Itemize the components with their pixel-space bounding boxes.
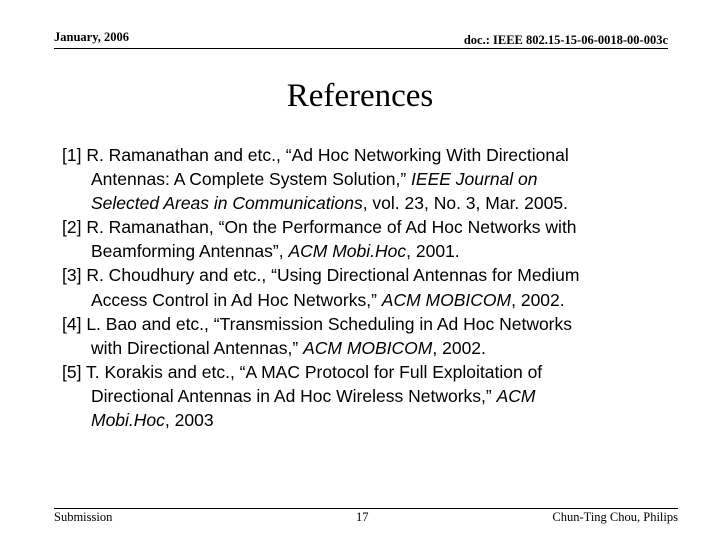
reference-4 (62, 312, 682, 360)
reference-text: Access Control in Ad Hoc Networks,” (91, 289, 382, 310)
reference-text: Beamforming Antennas”, (91, 241, 289, 262)
reference-2 (62, 215, 682, 263)
reference-text: [1] R. Ramanathan and etc., “Ad Hoc Networking With Directional (62, 145, 569, 165)
reference-text: [3] R. Choudhury and etc., “Using Directional Antennas for Medium (62, 265, 580, 286)
reference-italic-text: Selected Areas in Communications (91, 193, 363, 214)
reference-text: with Directional Antennas,” (91, 337, 304, 358)
reference-5 (62, 360, 682, 432)
reference-italic-text: ACM (496, 385, 536, 406)
reference-italic-text: IEEE Journal on (411, 169, 538, 190)
reference-italic-text: Mobi.Hoc (91, 410, 165, 431)
footer-rule (54, 508, 678, 509)
reference-list (62, 143, 682, 432)
reference-italic-text: ACM MOBICOM (381, 289, 512, 310)
slide-title: References (286, 78, 434, 114)
reference-3 (62, 263, 682, 311)
reference-text: [5] T. Korakis and etc., “A MAC Protocol for Full Exploitation of (62, 361, 543, 382)
header-rule (54, 48, 668, 49)
footer-author: Chun-Ting Chou, Philips (552, 510, 678, 524)
reference-italic-text: ACM MOBICOM (303, 337, 433, 358)
reference-text: Directional Antennas in Ad Hoc Wireless Networks,” (91, 385, 497, 406)
page-number: 17 (356, 510, 369, 524)
reference-text: [4] L. Bao and etc., “Transmission Scheduling in Ad Hoc Networks (62, 313, 573, 334)
reference-text: , vol. 23, No. 3, Mar. 2005. (362, 193, 568, 214)
reference-text: , 2002. (432, 337, 486, 358)
reference-text: , 2003 (164, 410, 214, 431)
reference-italic-text: ACM Mobi.Hoc (288, 241, 407, 262)
reference-text: [2] R. Ramanathan, “On the Performance of Ad Hoc Networks with (62, 217, 577, 238)
reference-1 (62, 143, 682, 215)
reference-text: , 2001. (406, 241, 460, 262)
reference-text: Antennas: A Complete System Solution,” (91, 169, 412, 190)
header-date: January, 2006 (54, 30, 130, 44)
footer-submission: Submission (54, 510, 113, 524)
header-doc-id: doc.: IEEE 802.15-15-06-0018-00-003c (463, 33, 668, 47)
reference-text: , 2002. (511, 289, 565, 310)
